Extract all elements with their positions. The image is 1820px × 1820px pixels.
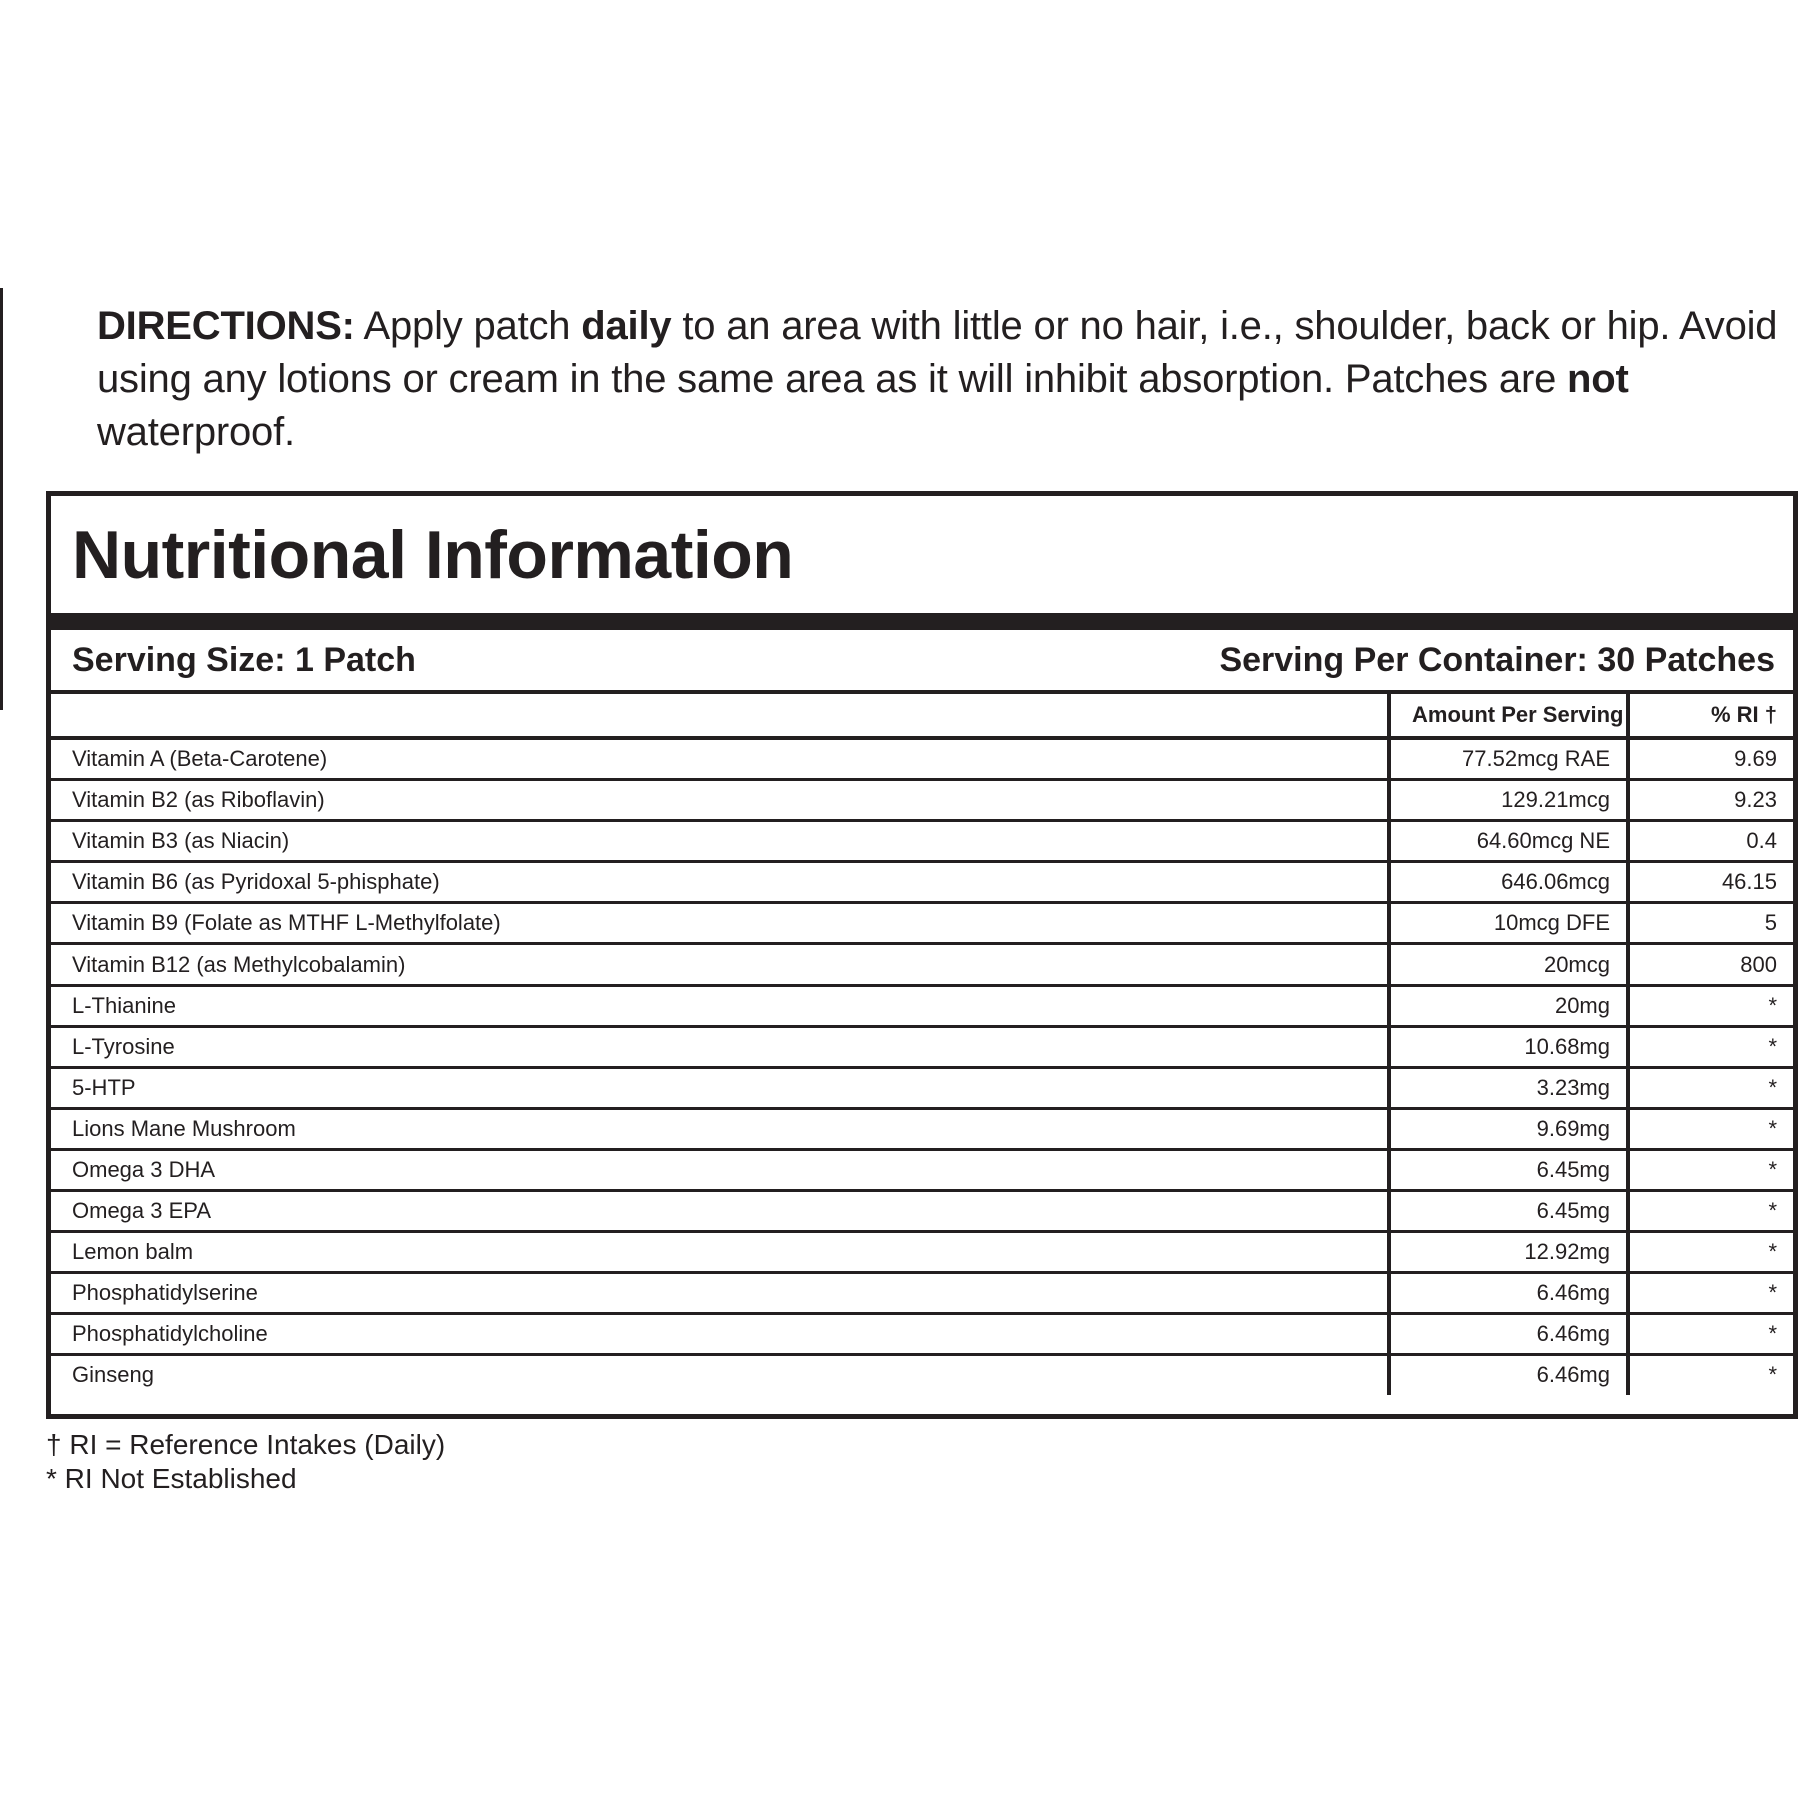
nutrient-ri: 9.23 (1628, 780, 1793, 821)
column-header-amount: Amount Per Serving (1389, 694, 1628, 738)
directions-emphasis-daily: daily (581, 304, 672, 348)
table-row (51, 862, 1793, 903)
directions-emphasis-not: not (1567, 357, 1629, 401)
nutrient-name: Ginseng (51, 1355, 1389, 1395)
nutrient-amount: 3.23mg (1389, 1067, 1628, 1108)
nutrient-amount: 20mg (1389, 985, 1628, 1026)
servings-per-container: Serving Per Container: 30 Patches (1219, 640, 1775, 679)
nutrient-ri: * (1628, 1273, 1793, 1314)
nutrient-amount: 6.46mg (1389, 1355, 1628, 1395)
nutrient-name: Vitamin B3 (as Niacin) (51, 821, 1389, 862)
left-edge-line (0, 288, 3, 710)
table-row (51, 1314, 1793, 1355)
directions-text (97, 300, 1797, 459)
nutrient-amount: 6.45mg (1389, 1191, 1628, 1232)
footnotes (46, 1428, 445, 1496)
nutrient-amount: 12.92mg (1389, 1232, 1628, 1273)
thick-divider (51, 613, 1793, 630)
nutrient-name: Omega 3 DHA (51, 1149, 1389, 1190)
table-row (51, 1191, 1793, 1232)
table-row (51, 944, 1793, 985)
nutrient-name: Vitamin B6 (as Pyridoxal 5-phisphate) (51, 862, 1389, 903)
table-row (51, 1232, 1793, 1273)
table-header-row (51, 694, 1793, 738)
nutrient-amount: 77.52mcg RAE (1389, 738, 1628, 780)
directions-text-1: Apply patch (354, 304, 582, 348)
nutrient-name: Phosphatidylserine (51, 1273, 1389, 1314)
footnote-ri-not-established: * RI Not Established (46, 1463, 297, 1494)
nutrient-name: 5-HTP (51, 1067, 1389, 1108)
serving-size: Serving Size: 1 Patch (72, 640, 416, 679)
nutrient-ri: * (1628, 985, 1793, 1026)
nutrient-ri: * (1628, 1026, 1793, 1067)
table-row (51, 1026, 1793, 1067)
nutrient-ri: * (1628, 1108, 1793, 1149)
nutrient-amount: 6.45mg (1389, 1149, 1628, 1190)
table-row (51, 1067, 1793, 1108)
nutrient-ri: 46.15 (1628, 862, 1793, 903)
table-row (51, 821, 1793, 862)
nutrient-amount: 10mcg DFE (1389, 903, 1628, 944)
table-row (51, 1149, 1793, 1190)
nutrient-name: Vitamin B9 (Folate as MTHF L-Methylfolate) (51, 903, 1389, 944)
nutrient-ri: * (1628, 1191, 1793, 1232)
nutrient-amount: 9.69mg (1389, 1108, 1628, 1149)
footnote-ri-definition: † RI = Reference Intakes (Daily) (46, 1429, 446, 1460)
nutrient-ri: 5 (1628, 903, 1793, 944)
nutrient-name: Vitamin A (Beta-Carotene) (51, 738, 1389, 780)
nutrient-name: L-Thianine (51, 985, 1389, 1026)
nutrient-amount: 64.60mcg NE (1389, 821, 1628, 862)
directions-text-3: waterproof. (97, 410, 295, 454)
directions-label: DIRECTIONS: (97, 304, 355, 348)
serving-row (51, 630, 1793, 694)
table-row (51, 985, 1793, 1026)
nutrient-name: Phosphatidylcholine (51, 1314, 1389, 1355)
nutrient-ri: 800 (1628, 944, 1793, 985)
nutrient-name: Omega 3 EPA (51, 1191, 1389, 1232)
table-body (51, 738, 1793, 1395)
nutrient-ri: 0.4 (1628, 821, 1793, 862)
table-row (51, 1355, 1793, 1395)
nutrient-amount: 129.21mcg (1389, 780, 1628, 821)
nutrient-name: Vitamin B12 (as Methylcobalamin) (51, 944, 1389, 985)
table-row (51, 738, 1793, 780)
table-row (51, 1108, 1793, 1149)
directions-text-2: to an area with little or no hair, i.e., shoulder, back or hip. Avoid using any lotions or cream in the same area as it will inhibit absorption. Patches are (97, 304, 1778, 401)
nutrition-panel (46, 491, 1798, 1419)
nutrient-amount: 20mcg (1389, 944, 1628, 985)
nutrient-ri: 9.69 (1628, 738, 1793, 780)
nutrient-ri: * (1628, 1314, 1793, 1355)
nutrient-amount: 6.46mg (1389, 1314, 1628, 1355)
nutrient-name: Vitamin B2 (as Riboflavin) (51, 780, 1389, 821)
nutrient-ri: * (1628, 1149, 1793, 1190)
nutrient-name: L-Tyrosine (51, 1026, 1389, 1067)
column-header-ri: % RI † (1628, 694, 1793, 738)
table-row (51, 1273, 1793, 1314)
column-header-name (51, 694, 1389, 738)
nutrient-amount: 6.46mg (1389, 1273, 1628, 1314)
nutrient-ri: * (1628, 1232, 1793, 1273)
nutrient-name: Lemon balm (51, 1232, 1389, 1273)
panel-title: Nutritional Information (72, 516, 794, 593)
nutrient-name: Lions Mane Mushroom (51, 1108, 1389, 1149)
nutrient-ri: * (1628, 1067, 1793, 1108)
table-row (51, 780, 1793, 821)
nutrient-amount: 646.06mcg (1389, 862, 1628, 903)
nutrition-table (51, 694, 1793, 1395)
table-row (51, 903, 1793, 944)
nutrient-amount: 10.68mg (1389, 1026, 1628, 1067)
nutrient-ri: * (1768, 1362, 1777, 1388)
